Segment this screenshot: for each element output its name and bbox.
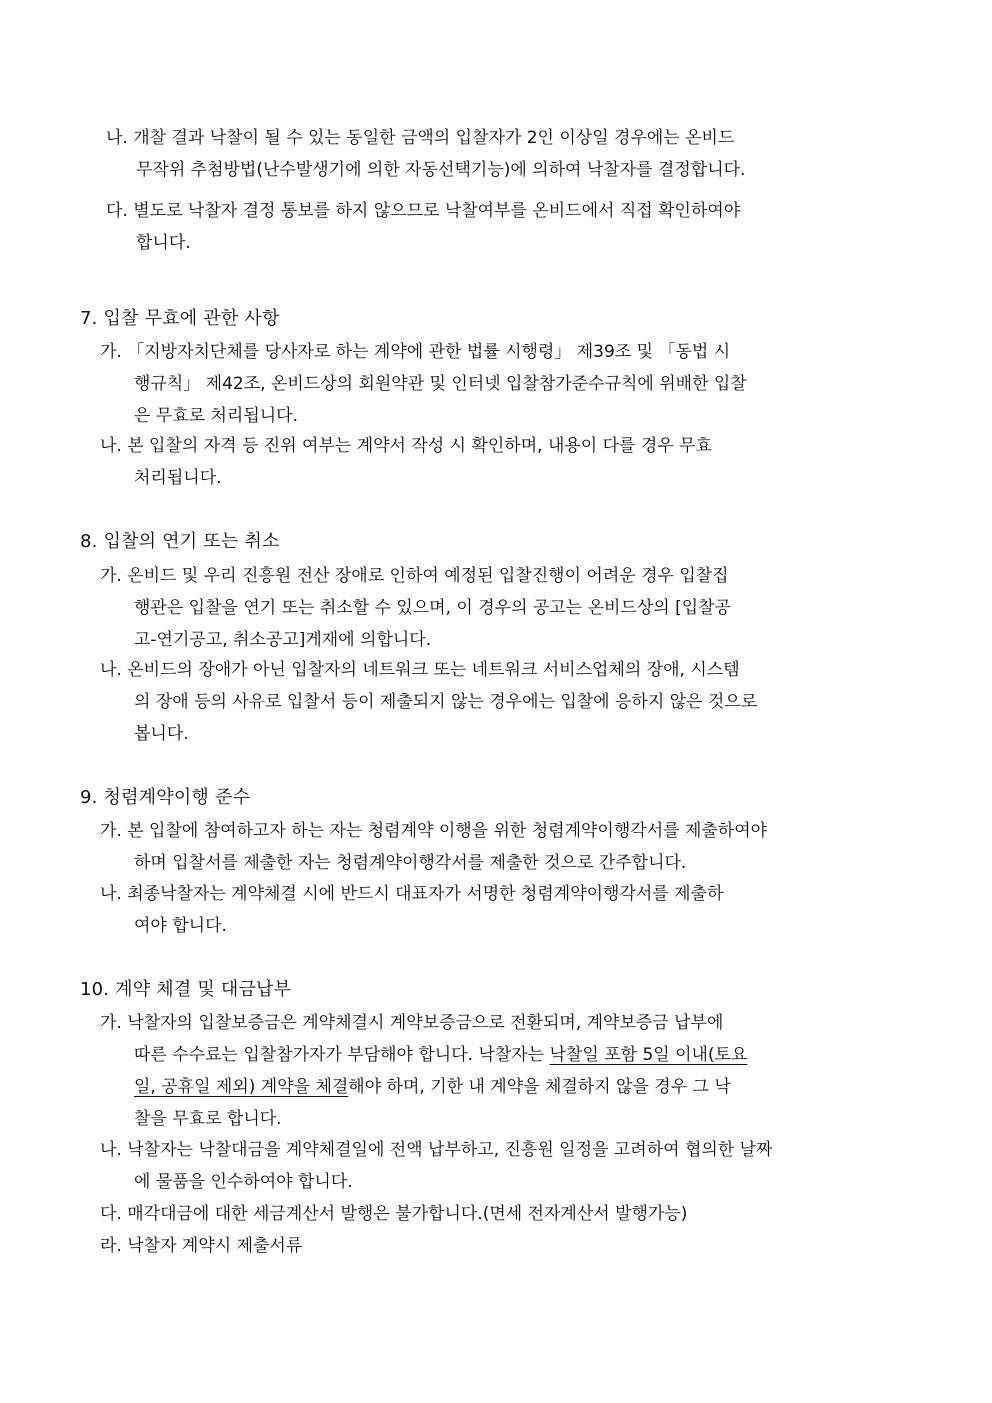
sec10-item-ga (100, 1007, 900, 1135)
sec10-item-da (100, 1198, 900, 1230)
text-line (100, 1039, 900, 1071)
sec8-item-na (100, 654, 900, 750)
text-line (100, 560, 900, 592)
text-line (100, 1166, 900, 1198)
text-line (106, 122, 906, 154)
line-text: 은 무효로 처리됩니다. (134, 406, 299, 426)
text-line (100, 1230, 900, 1262)
line-text: 가. 본 입찰에 참여하고자 하는 자는 청렴계약 이행을 위한 청렴계약이행각서를 제출하여야 (100, 821, 768, 841)
section-heading: 10. 계약 체결 및 대금납부 (80, 979, 292, 1000)
sec7-item-ga (100, 336, 900, 432)
line-text: 의 장애 등의 사유로 입찰서 등이 제출되지 않는 경우에는 입찰에 응하지 않은 것으로 (134, 692, 758, 712)
line-text: 가. 온비드 및 우리 진흥원 전산 장애로 인하여 예정된 입찰진행이 어려운 경우 입찰집 (100, 566, 729, 586)
line-text: 여야 합니다. (134, 916, 227, 936)
text-line (106, 195, 906, 227)
text-line (100, 624, 900, 656)
sec6-item-na (106, 122, 906, 186)
section-heading: 7. 입찰 무효에 관한 사항 (80, 308, 280, 329)
text-line (100, 910, 900, 942)
line-text: 다. 별도로 낙찰자 결정 통보를 하지 않으므로 낙찰여부를 온비드에서 직접 확인하여야 (106, 201, 741, 221)
text-line (100, 1071, 900, 1103)
sec8-item-ga (100, 560, 900, 656)
text-line (100, 654, 900, 686)
text-line (100, 686, 900, 718)
text-line (100, 815, 900, 847)
line-text: 찰을 무효로 합니다. (134, 1109, 282, 1129)
line-text: 해야 하며, 기한 내 계약을 체결하지 않을 경우 그 낙 (348, 1077, 731, 1097)
line-text: 가. 「지방자치단체를 당사자로 하는 계약에 관한 법률 시행령」 제39조 및 「동법 시 (100, 342, 731, 362)
line-text: 따른 수수료는 입찰참가자가 부담해야 합니다. 낙찰자는 (134, 1045, 550, 1065)
text-line (100, 1007, 900, 1039)
underlined-text: 일, 공휴일 제외) 계약을 체결 (134, 1077, 349, 1097)
line-text: 나. 온비드의 장애가 아닌 입찰자의 네트워크 또는 네트워크 서비스업체의 장애, 시스템 (100, 660, 740, 680)
line-text: 하며 입찰서를 제출한 자는 청렴계약이행각서를 제출한 것으로 간주합니다. (134, 853, 687, 873)
text-line (100, 400, 900, 432)
line-text: 무작위 추첨방법(난수발생기에 의한 자동선택기능)에 의하여 낙찰자를 결정합니다. (136, 160, 746, 180)
section-heading: 8. 입찰의 연기 또는 취소 (80, 531, 280, 552)
underlined-text: 낙찰일 포함 5일 이내(토요 (549, 1045, 748, 1065)
text-line (100, 718, 900, 750)
line-text: 나. 낙찰자는 낙찰대금을 계약체결일에 전액 납부하고, 진흥원 일정을 고려하여 협의한 날짜 (100, 1140, 773, 1160)
line-text: 라. 낙찰자 계약시 제출서류 (100, 1236, 303, 1256)
text-line (100, 1103, 900, 1135)
line-text: 나. 개찰 결과 낙찰이 될 수 있는 동일한 금액의 입찰자가 2인 이상일 경우에는 온비드 (106, 128, 735, 148)
text-line (100, 430, 900, 462)
text-line (100, 1198, 900, 1230)
line-text: 가. 낙찰자의 입찰보증금은 계약체결시 계약보증금으로 전환되며, 계약보증금 납부에 (100, 1013, 724, 1033)
text-line (100, 847, 900, 879)
sec9-item-na (100, 878, 900, 942)
text-line (100, 1134, 900, 1166)
text-line (100, 878, 900, 910)
text-line (106, 227, 906, 259)
line-text: 봅니다. (134, 724, 189, 744)
line-text: 에 물품을 인수하여야 합니다. (134, 1172, 353, 1192)
line-text: 합니다. (136, 233, 191, 253)
line-text: 다. 매각대금에 대한 세금계산서 발행은 불가합니다.(면세 전자계산서 발행가능) (100, 1204, 688, 1224)
text-line (100, 592, 900, 624)
section-heading: 9. 청렴계약이행 준수 (80, 787, 251, 808)
sec6-item-da (106, 195, 906, 259)
line-text: 나. 최종낙찰자는 계약체결 시에 반드시 대표자가 서명한 청렴계약이행각서를 제출하 (100, 884, 724, 904)
text-line (100, 368, 900, 400)
sec9-item-ga (100, 815, 900, 879)
sec7-item-na (100, 430, 900, 494)
sec10-item-ra (100, 1230, 900, 1262)
text-line (100, 462, 900, 494)
text-line (106, 154, 906, 186)
line-text: 나. 본 입찰의 자격 등 진위 여부는 계약서 작성 시 확인하며, 내용이 다를 경우 무효 (100, 436, 712, 456)
line-text: 행관은 입찰을 연기 또는 취소할 수 있으며, 이 경우의 공고는 온비드상의 [입찰공 (134, 598, 731, 618)
sec10-item-na (100, 1134, 900, 1198)
text-line (100, 336, 900, 368)
line-text: 고-연기공고, 취소공고]게재에 의합니다. (134, 630, 432, 650)
line-text: 행규칙」 제42조, 온비드상의 회원약관 및 인터넷 입찰참가준수규칙에 위배한 입찰 (134, 374, 747, 394)
line-text: 처리됩니다. (134, 468, 222, 488)
